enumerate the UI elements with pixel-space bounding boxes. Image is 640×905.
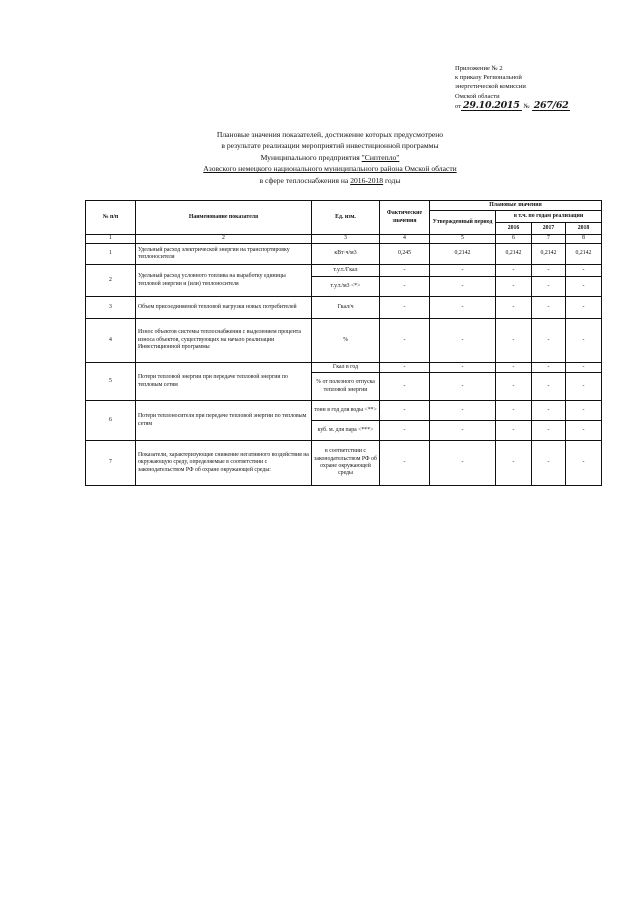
value-2016: 0,2142 (496, 244, 532, 265)
indicator-name: Износ объектов системы теплоснабжения с выделением процента износа объектов, существующих на начало реализации Инвестиционной программы (136, 319, 312, 363)
actual-value: - (380, 363, 430, 373)
unit-cell: Гкал/ч (312, 297, 380, 319)
value-2018: - (566, 421, 602, 441)
value-2017: - (532, 363, 566, 373)
table-row (86, 265, 602, 277)
date-prefix: от (455, 102, 462, 110)
header-planned: Плановые значения (430, 201, 602, 211)
handwritten-number: 267/62 (533, 99, 569, 111)
appendix-line: Омской области (455, 92, 500, 100)
value-2018: - (566, 319, 602, 363)
row-number: 1 (86, 244, 136, 265)
title-sphere: в сфере теплоснабжения на (259, 175, 351, 185)
row-number: 5 (86, 363, 136, 401)
actual-value: - (380, 297, 430, 319)
title-org-prefix: Муниципального предприятия (260, 152, 362, 162)
actual-value: - (380, 265, 430, 277)
indicator-name: Потери теплоносителя при передаче тепловой энергии по тепловым сетям (136, 401, 312, 441)
header-actual: Фактические значения (380, 201, 430, 235)
header-by-years: в т.ч. по годам реализации (496, 211, 602, 223)
approved-value: - (430, 265, 496, 277)
value-2018: - (566, 297, 602, 319)
actual-value: - (380, 319, 430, 363)
approved-value: - (430, 277, 496, 297)
unit-cell: кВт·ч/м3 (312, 244, 380, 265)
unit-cell: тонн в год для воды <**> (312, 401, 380, 421)
indicator-name: Удельный расход электрической энергии на транспортировку теплоносителя (136, 244, 312, 265)
actual-value: 0,245 (380, 244, 430, 265)
col-number: 8 (566, 235, 602, 244)
appendix-block (455, 64, 625, 111)
unit-cell: % от полезного отпуска тепловой энергии (312, 373, 380, 401)
order-date-number (455, 101, 625, 111)
value-2018: - (566, 373, 602, 401)
actual-value: - (380, 421, 430, 441)
actual-value: - (380, 277, 430, 297)
value-2017: - (532, 265, 566, 277)
title-line-4: Азовского немецкого национального муниципального района Омской области (203, 164, 457, 174)
value-2018: - (566, 265, 602, 277)
col-number: 7 (532, 235, 566, 244)
value-2018: - (566, 277, 602, 297)
value-2016: - (496, 297, 532, 319)
header-2017: 2017 (532, 223, 566, 235)
number-prefix: № (523, 102, 530, 110)
approved-value: - (430, 401, 496, 421)
header-approved: Утвержденный период (430, 211, 496, 235)
appendix-line: энергетической комиссии (455, 83, 526, 91)
table-row (86, 401, 602, 421)
header-2016: 2016 (496, 223, 532, 235)
approved-value: - (430, 373, 496, 401)
value-2018: - (566, 401, 602, 421)
header-2018: 2018 (566, 223, 602, 235)
unit-cell: т.у.т./Гкал (312, 265, 380, 277)
actual-value: - (380, 441, 430, 486)
actual-value: - (380, 401, 430, 421)
value-2016: - (496, 363, 532, 373)
unit-cell: % (312, 319, 380, 363)
value-2017: - (532, 421, 566, 441)
unit-cell: куб. м. для пара <***> (312, 421, 380, 441)
title-line-1: Плановые значения показателей, достижение которых предусмотрено (216, 130, 444, 139)
approved-value: - (430, 363, 496, 373)
title-years: 2016-2018 (350, 175, 384, 185)
title-line-5 (120, 175, 540, 186)
value-2016: - (496, 265, 532, 277)
appendix-line: к приказу Региональной (455, 74, 522, 82)
value-2018: - (566, 363, 602, 373)
value-2016: - (496, 277, 532, 297)
value-2017: - (532, 297, 566, 319)
value-2016: - (496, 373, 532, 401)
col-number: 3 (312, 235, 380, 244)
col-number: 5 (430, 235, 496, 244)
table-row (86, 297, 602, 319)
header-unit: Ед. изм. (312, 201, 380, 235)
row-number: 4 (86, 319, 136, 363)
table-row (86, 319, 602, 363)
value-2016: - (496, 401, 532, 421)
unit-cell: Гкал в год (312, 363, 380, 373)
handwritten-date: 29.10.2015 (463, 99, 520, 111)
unit-cell: т.у.т./м3 <*> (312, 277, 380, 297)
table-row (86, 244, 602, 265)
title-line-2: в результате реализации мероприятий инвестиционной программы (221, 141, 439, 151)
column-numbers-row (86, 235, 602, 244)
value-2018: - (566, 441, 602, 486)
indicator-name: Удельный расход условного топлива на выработку единицы тепловой энергии и (или) теплоносителя (136, 265, 312, 297)
row-number: 6 (86, 401, 136, 441)
title-years-suffix: годы (383, 175, 401, 185)
value-2017: - (532, 401, 566, 421)
row-number: 3 (86, 297, 136, 319)
col-number: 1 (86, 235, 136, 244)
indicator-name: Объем присоединяемой тепловой нагрузки новых потребителей (136, 297, 312, 319)
actual-value: - (380, 373, 430, 401)
approved-value: - (430, 441, 496, 486)
approved-value: - (430, 421, 496, 441)
indicator-name: Потери тепловой энергии при передаче тепловой энергии по тепловым сетям (136, 363, 312, 401)
value-2018: 0,2142 (566, 244, 602, 265)
col-number: 2 (136, 235, 312, 244)
value-2017: - (532, 441, 566, 486)
value-2017: 0,2142 (532, 244, 566, 265)
header-name: Наименование показателя (136, 201, 312, 235)
approved-value: - (430, 319, 496, 363)
document-title (120, 129, 540, 186)
col-number: 6 (496, 235, 532, 244)
appendix-line: Приложение № 2 (455, 65, 503, 72)
title-org-name: "Снптеплo" (361, 152, 400, 162)
table-row (86, 363, 602, 373)
value-2016: - (496, 441, 532, 486)
row-number: 7 (86, 441, 136, 486)
value-2016: - (496, 319, 532, 363)
indicator-name: Показатели, характеризующие снижение негативного воздействия на окружающую среду, определяемые в соответствии с законодательством РФ об охране окружающей среды: (136, 441, 312, 486)
row-number: 2 (86, 265, 136, 297)
header-num: № п/п (86, 201, 136, 235)
approved-value: - (430, 297, 496, 319)
value-2017: - (532, 277, 566, 297)
approved-value: 0,2142 (430, 244, 496, 265)
indicators-table (85, 200, 602, 486)
value-2017: - (532, 319, 566, 363)
table-row (86, 441, 602, 486)
value-2016: - (496, 421, 532, 441)
title-line-3 (120, 152, 540, 163)
col-number: 4 (380, 235, 430, 244)
unit-cell: в соответствии с законодательством РФ об охране окружающей среды (312, 441, 380, 486)
value-2017: - (532, 373, 566, 401)
